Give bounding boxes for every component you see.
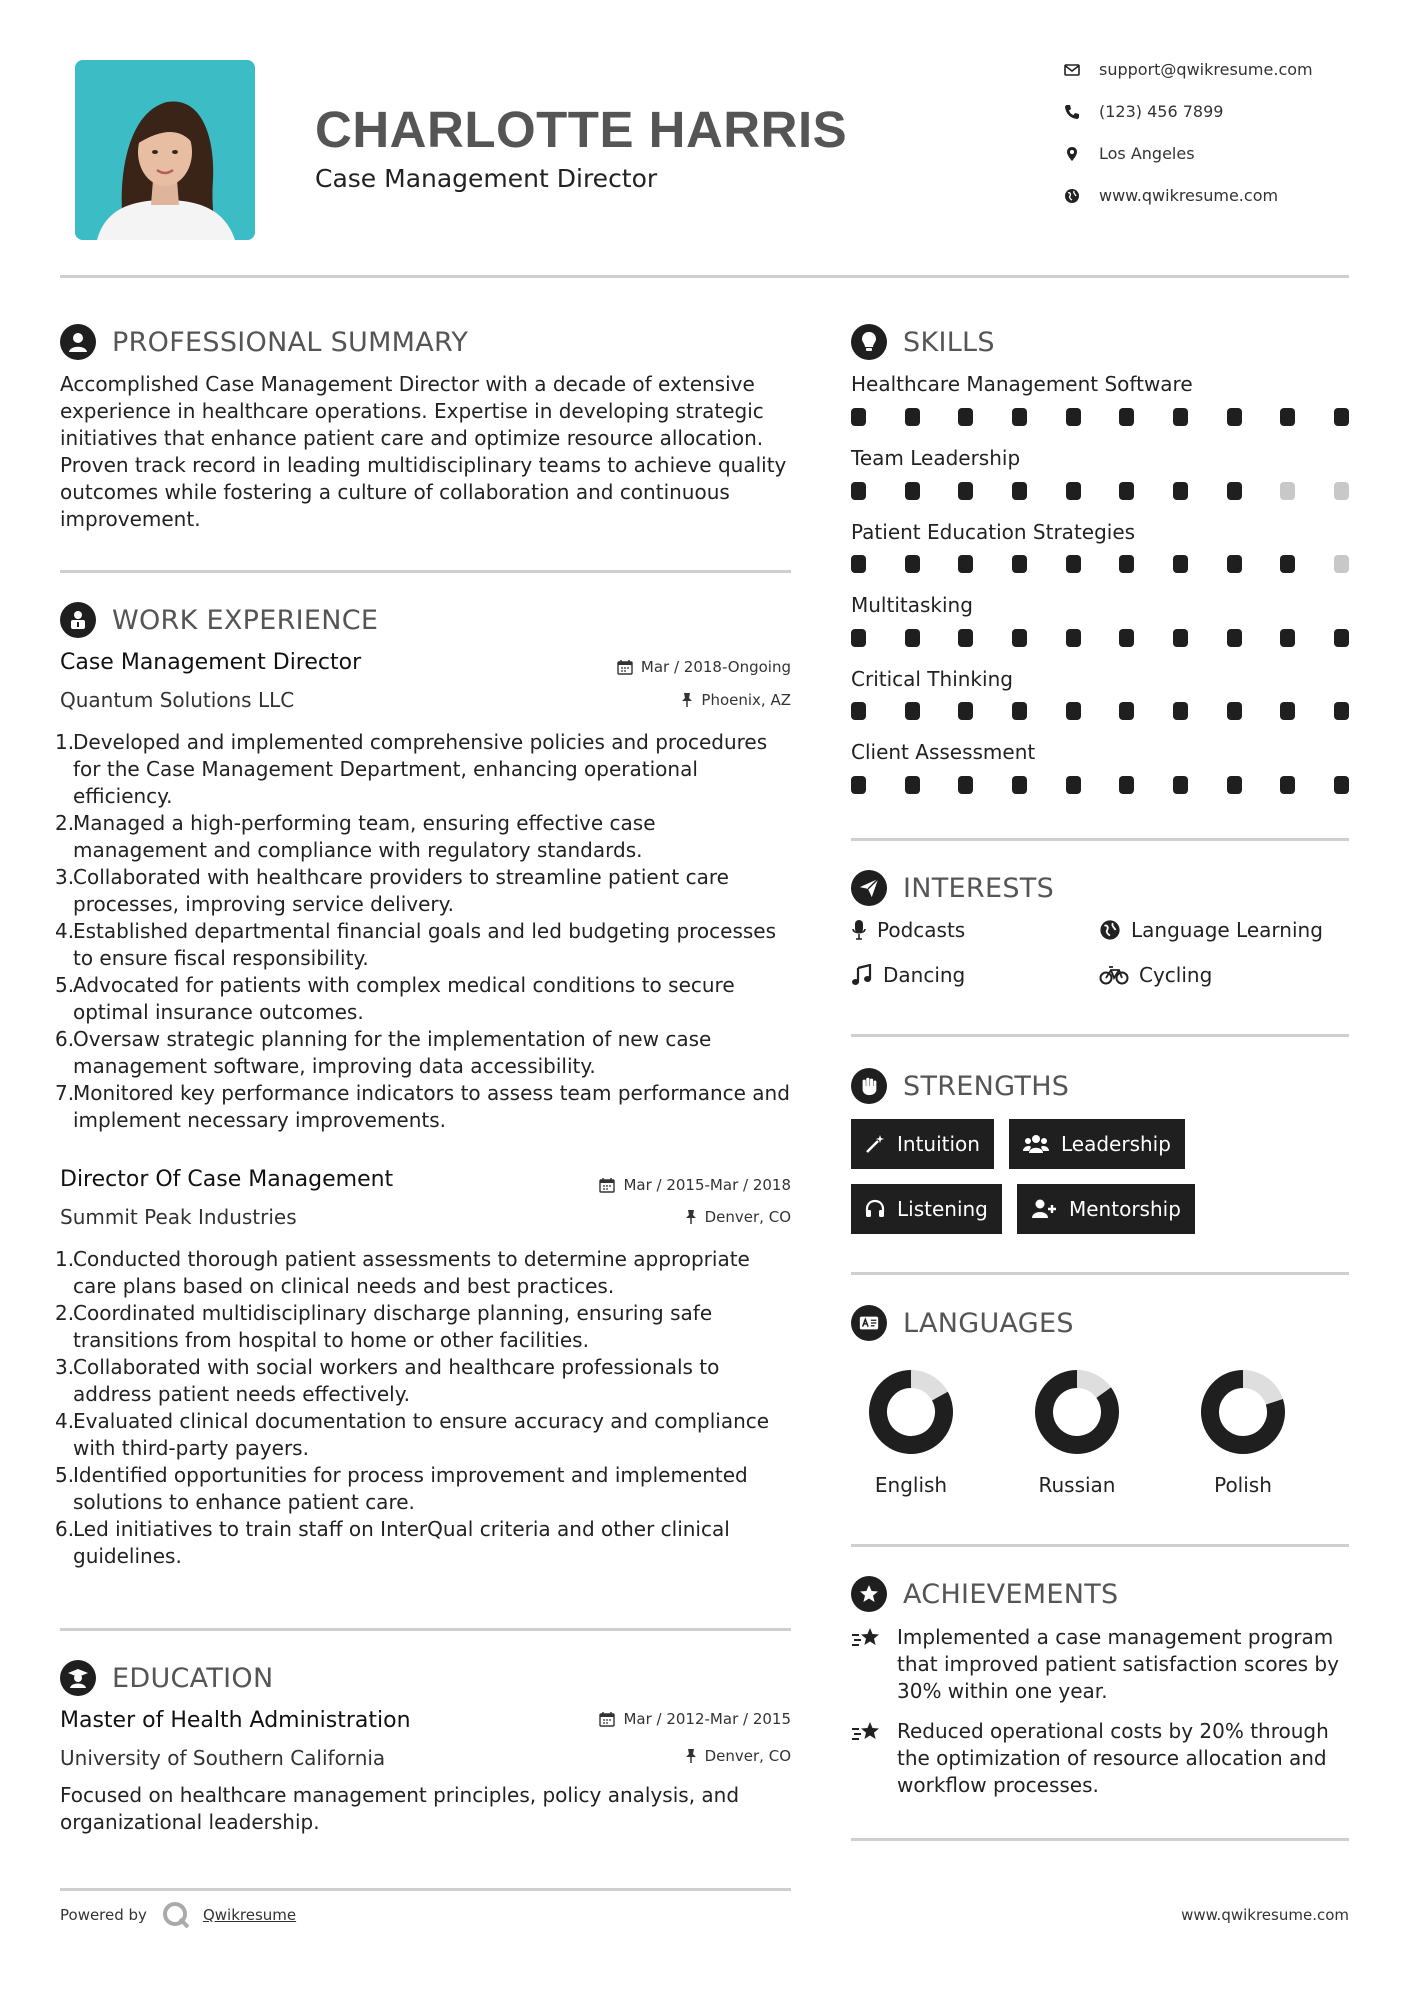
languages-title: LANGUAGES — [903, 1307, 1074, 1339]
skill-rating — [851, 702, 1349, 720]
header-divider — [60, 275, 1349, 278]
summary-divider — [60, 570, 791, 573]
interest-label: Podcasts — [877, 918, 966, 942]
interests-title: INTERESTS — [903, 872, 1055, 904]
contact-website-text: www.qwikresume.com — [1099, 186, 1279, 205]
powered-by-label: Powered by — [60, 1906, 147, 1924]
skill-dot — [1173, 702, 1188, 720]
school-name: University of Southern California — [60, 1746, 386, 1770]
user-icon — [60, 324, 96, 360]
degree-title: Master of Health Administration — [60, 1708, 411, 1733]
interests-heading — [851, 870, 1054, 906]
skill-dot — [1012, 702, 1027, 720]
education-heading — [60, 1660, 273, 1696]
skill-dot — [1227, 555, 1242, 573]
skill-dot — [1119, 702, 1134, 720]
achievements-heading — [851, 1576, 1119, 1612]
job-location-text: Denver, CO — [704, 1208, 791, 1226]
skill-dot — [1173, 482, 1188, 500]
skill-dot — [905, 555, 920, 573]
job-location-text: Phoenix, AZ — [701, 691, 791, 709]
interest-language-learning — [1099, 918, 1323, 942]
strengths-title: STRENGTHS — [903, 1070, 1070, 1102]
strength-label: Intuition — [897, 1132, 980, 1156]
job-responsibilities — [55, 1246, 795, 1570]
education-date — [599, 1710, 791, 1728]
list-item: 1. Developed and implemented comprehensive policies and procedures for the Case Management Department, enhancing operational efficiency. — [55, 730, 768, 808]
skill-dot — [851, 629, 866, 647]
footer-website-link[interactable]: www.qwikresume.com — [1181, 1906, 1349, 1924]
job-title: Director Of Case Management — [60, 1167, 394, 1192]
skill-dot — [1012, 629, 1027, 647]
skill-rating — [851, 555, 1349, 573]
education-date-text: Mar / 2012-Mar / 2015 — [623, 1710, 791, 1728]
job-title: Case Management Director — [60, 650, 362, 675]
lightbulb-icon — [851, 324, 887, 360]
skill-dot — [1012, 482, 1027, 500]
skill-name: Healthcare Management Software — [851, 372, 1193, 396]
achievements-title: ACHIEVEMENTS — [903, 1578, 1119, 1610]
envelope-icon — [1064, 62, 1080, 78]
education-title: EDUCATION — [112, 1662, 274, 1694]
calendar-icon — [599, 1711, 615, 1727]
skill-dot — [1173, 776, 1188, 794]
contact-email-text: support@qwikresume.com — [1099, 60, 1313, 79]
list-item: 2. Managed a high-performing team, ensuring effective case management and compliance with regulatory standards. — [55, 811, 656, 862]
skill-dot — [1334, 629, 1349, 647]
interest-label: Cycling — [1139, 963, 1213, 987]
language-card-icon — [851, 1305, 887, 1341]
job-location — [681, 691, 791, 709]
skill-name: Team Leadership — [851, 446, 1021, 470]
skill-dot — [851, 408, 866, 426]
language-name: Russian — [1038, 1473, 1116, 1497]
skill-dot — [1334, 555, 1349, 573]
fist-icon — [851, 1068, 887, 1104]
qwikresume-logo-icon — [161, 1900, 191, 1930]
shooting-star-icon — [851, 1720, 883, 1746]
education-location-text: Denver, CO — [704, 1747, 791, 1765]
list-item: 2. Coordinated multidisciplinary discharge planning, ensuring safe transitions from hospital to home or other facilities. — [55, 1301, 713, 1352]
list-item: 1. Conducted thorough patient assessments to determine appropriate care plans based on clinical needs and best practices. — [55, 1247, 750, 1298]
achievement-text: Reduced operational costs by 20% through the optimization of resource allocation and workflow processes. — [897, 1719, 1329, 1797]
job-responsibilities — [55, 729, 795, 1134]
candidate-name: CHARLOTTE HARRIS — [315, 101, 848, 158]
star-badge-icon — [851, 1576, 887, 1612]
strength-label: Leadership — [1061, 1132, 1171, 1156]
interest-podcasts — [851, 918, 965, 942]
summary-heading — [60, 324, 468, 360]
strengths-divider — [851, 1272, 1349, 1275]
skill-dot — [1227, 408, 1242, 426]
pushpin-icon — [685, 1748, 697, 1764]
pushpin-icon — [685, 1209, 697, 1225]
skill-dot — [1280, 776, 1295, 794]
bicycle-icon — [1099, 964, 1129, 986]
strength-badge-intuition — [851, 1119, 994, 1169]
language-name: English — [874, 1473, 948, 1497]
shooting-star-icon — [851, 1626, 883, 1652]
skill-dot — [1280, 482, 1295, 500]
footer-powered-by — [60, 1900, 296, 1930]
microphone-icon — [851, 919, 867, 941]
skills-heading — [851, 324, 995, 360]
person-portrait-icon — [75, 60, 255, 240]
skill-dot — [958, 408, 973, 426]
job-date-text: Mar / 2018-Ongoing — [640, 658, 791, 676]
skill-dot — [958, 555, 973, 573]
achievement-item — [851, 1718, 1351, 1799]
languages-divider — [851, 1544, 1349, 1547]
skill-dot — [1066, 482, 1081, 500]
skill-dot — [1173, 629, 1188, 647]
education-location — [685, 1747, 791, 1765]
language-level-ring — [868, 1369, 954, 1455]
job-date — [617, 658, 791, 676]
map-pin-icon — [1064, 146, 1080, 162]
strength-badge-mentorship — [1017, 1184, 1195, 1234]
skill-dot — [1066, 408, 1081, 426]
skill-dot — [1334, 776, 1349, 794]
skill-dot — [1280, 702, 1295, 720]
languages-heading — [851, 1305, 1074, 1341]
skill-dot — [851, 482, 866, 500]
skill-dot — [905, 702, 920, 720]
skill-dot — [1227, 702, 1242, 720]
skill-dot — [905, 408, 920, 426]
skill-dot — [1227, 629, 1242, 647]
education-text: Focused on healthcare management principles, policy analysis, and organizational leadership. — [60, 1783, 740, 1834]
skill-rating — [851, 408, 1349, 426]
skill-dot — [1012, 776, 1027, 794]
candidate-role: Case Management Director — [315, 164, 658, 193]
skill-dot — [1334, 408, 1349, 426]
interests-divider — [851, 1034, 1349, 1037]
skill-dot — [1066, 555, 1081, 573]
job-date-text: Mar / 2015-Mar / 2018 — [623, 1176, 791, 1194]
interest-label: Dancing — [883, 963, 966, 987]
skill-rating — [851, 776, 1349, 794]
strength-badge-leadership — [1009, 1119, 1185, 1169]
calendar-icon — [617, 659, 633, 675]
graduate-icon — [60, 1660, 96, 1696]
job-location — [685, 1208, 791, 1226]
summary-title: PROFESSIONAL SUMMARY — [112, 326, 469, 358]
magic-wand-icon — [865, 1134, 885, 1154]
calendar-icon — [599, 1177, 615, 1193]
skill-name: Critical Thinking — [851, 667, 1013, 691]
skill-dot — [1066, 776, 1081, 794]
skill-dot — [1119, 555, 1134, 573]
skill-dot — [1119, 482, 1134, 500]
pushpin-icon — [681, 692, 693, 708]
skill-dot — [851, 776, 866, 794]
skill-dot — [1173, 408, 1188, 426]
skill-dot — [1066, 702, 1081, 720]
language-level-ring — [1200, 1369, 1286, 1455]
skill-dot — [1119, 408, 1134, 426]
skill-name: Multitasking — [851, 593, 973, 617]
interest-dancing — [851, 963, 965, 987]
skill-dot — [1334, 482, 1349, 500]
skill-dot — [1334, 702, 1349, 720]
user-plus-icon — [1031, 1199, 1057, 1219]
headphones-icon — [865, 1199, 885, 1219]
achievement-text: Implemented a case management program that improved patient satisfaction scores by 30% within one year. — [897, 1625, 1339, 1703]
profile-photo — [75, 60, 255, 240]
music-note-icon — [851, 964, 873, 986]
strength-label: Mentorship — [1069, 1197, 1181, 1221]
list-item: 3. Collaborated with social workers and healthcare professionals to address patient needs effectively. — [55, 1355, 720, 1406]
contact-location-text: Los Angeles — [1099, 144, 1195, 163]
skill-dot — [958, 702, 973, 720]
list-item: 6. Oversaw strategic planning for the implementation of new case management software, improving data accessibility. — [55, 1027, 712, 1078]
skill-dot — [1280, 408, 1295, 426]
users-icon — [1023, 1134, 1049, 1154]
language-name: Polish — [1214, 1473, 1272, 1497]
skill-dot — [1012, 408, 1027, 426]
skill-dot — [1280, 629, 1295, 647]
experience-divider — [60, 1628, 791, 1631]
skills-title: SKILLS — [903, 326, 995, 358]
achievement-item — [851, 1624, 1351, 1705]
briefcase-user-icon — [60, 602, 96, 638]
achievements-divider — [851, 1838, 1349, 1841]
skill-dot — [1227, 482, 1242, 500]
list-item: 6. Led initiatives to train staff on InterQual criteria and other clinical guidelines. — [55, 1517, 730, 1568]
paper-plane-icon — [851, 870, 887, 906]
globe-icon — [1099, 919, 1121, 941]
footer-brand-link[interactable]: Qwikresume — [202, 1906, 297, 1924]
skill-dot — [1119, 776, 1134, 794]
skill-dot — [905, 776, 920, 794]
strength-label: Listening — [897, 1197, 988, 1221]
skill-dot — [958, 776, 973, 794]
skill-dot — [1227, 776, 1242, 794]
summary-text: Accomplished Case Management Director with a decade of extensive experience in healthcare operations. Expertise in developing strategic initiatives that enhance patient care and optimize resource allocation. Proven track record in leading multidisciplinary teams to achieve quality outcomes while fostering a culture of collaboration and continuous improvement. — [60, 372, 787, 531]
skill-dot — [905, 629, 920, 647]
list-item: 4. Established departmental financial goals and led budgeting processes to ensure fiscal responsibility. — [55, 919, 777, 970]
skill-dot — [851, 555, 866, 573]
list-item: 3. Collaborated with healthcare providers to streamline patient care processes, improving service delivery. — [55, 865, 729, 916]
strengths-heading — [851, 1068, 1069, 1104]
skill-name: Patient Education Strategies — [851, 520, 1136, 544]
skill-dot — [958, 629, 973, 647]
skill-dot — [1066, 629, 1081, 647]
list-item: 5. Advocated for patients with complex medical conditions to secure optimal insurance outcomes. — [55, 973, 735, 1024]
skill-dot — [851, 702, 866, 720]
skill-dot — [1119, 629, 1134, 647]
interest-cycling — [1099, 963, 1212, 987]
experience-heading — [60, 602, 378, 638]
skill-dot — [958, 482, 973, 500]
skill-dot — [1012, 555, 1027, 573]
phone-icon — [1064, 104, 1080, 120]
skill-dot — [1280, 555, 1295, 573]
skill-dot — [905, 482, 920, 500]
globe-icon — [1064, 188, 1080, 204]
education-divider — [60, 1888, 791, 1891]
contact-phone-text: (123) 456 7899 — [1099, 102, 1224, 121]
experience-title: WORK EXPERIENCE — [112, 604, 379, 636]
language-level-ring — [1034, 1369, 1120, 1455]
job-date — [599, 1176, 791, 1194]
skills-divider — [851, 838, 1349, 841]
skill-dot — [1173, 555, 1188, 573]
skill-rating — [851, 629, 1349, 647]
strength-badge-listening — [851, 1184, 1002, 1234]
list-item: 7. Monitored key performance indicators to assess team performance and implement necessary improvements. — [55, 1081, 790, 1132]
skill-name: Client Assessment — [851, 740, 1036, 764]
job-company: Summit Peak Industries — [60, 1205, 297, 1229]
interest-label: Language Learning — [1131, 918, 1323, 942]
skill-rating — [851, 482, 1349, 500]
job-company: Quantum Solutions LLC — [60, 688, 295, 712]
list-item: 5. Identified opportunities for process improvement and implemented solutions to enhance patient care. — [55, 1463, 748, 1514]
list-item: 4. Evaluated clinical documentation to ensure accuracy and compliance with third-party payers. — [55, 1409, 770, 1460]
